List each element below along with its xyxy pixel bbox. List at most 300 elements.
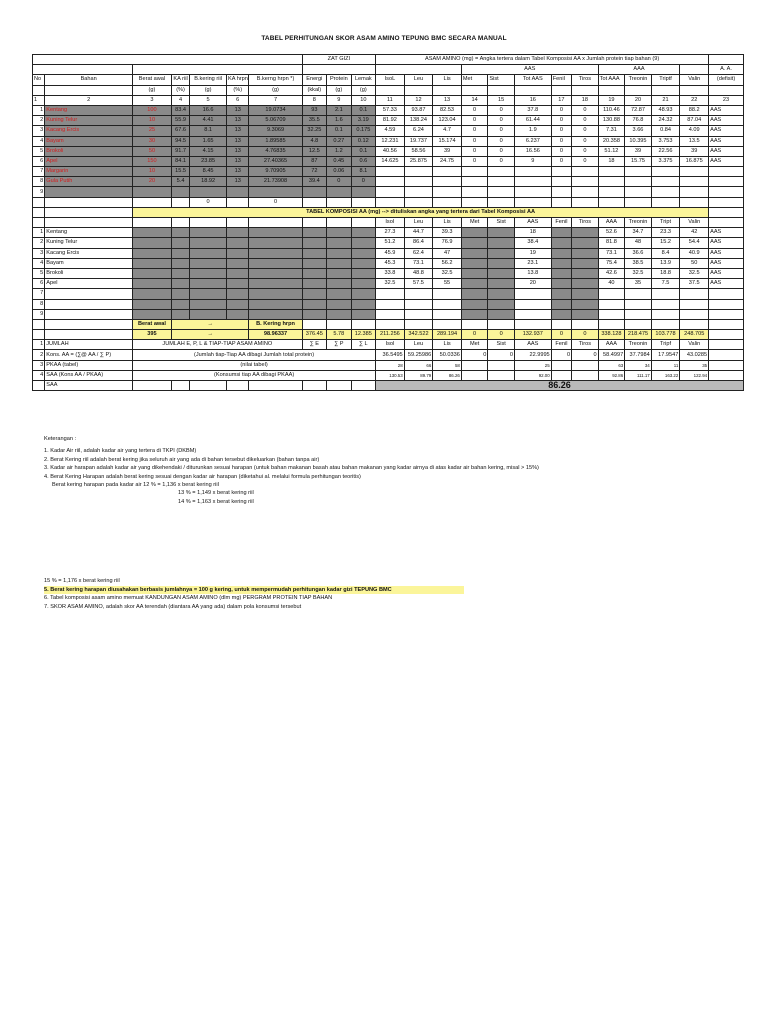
isol-value: 12.231: [376, 136, 405, 146]
lemak-value: 8.1: [351, 167, 376, 177]
komp-met-value: [461, 309, 488, 319]
defisit-value: [709, 187, 744, 197]
komp-lis-value: [433, 309, 462, 319]
summary-value: 66: [404, 360, 433, 370]
komp-met-value: [461, 228, 488, 238]
lemak-value: 0.12: [351, 136, 376, 146]
sum-p: ∑ P: [327, 340, 352, 350]
defisit-value: AAS: [709, 105, 744, 115]
leu-value: 25.875: [404, 156, 433, 166]
blank-cell: [625, 85, 652, 95]
komp-aas-value: 38.4: [514, 238, 551, 248]
ingredient-row: [33, 146, 744, 156]
b-kering-hrpn-value: [249, 187, 302, 197]
header-row-units: [33, 85, 744, 95]
komp-ingredient-name: Brokoli: [45, 268, 133, 278]
komp-defisit-value: [709, 289, 744, 299]
summary-desc: (Jumlah tiap-Tiap AA dibagi Jumlah total protein): [133, 350, 376, 360]
b-kering-hrpn-value: 9.70905: [249, 167, 302, 177]
shaded-cell: [302, 268, 327, 278]
blank-cell: [651, 197, 680, 207]
shaded-cell: [226, 268, 248, 278]
colnum-cell: 6: [226, 95, 248, 105]
header-row-colnums: [33, 95, 744, 105]
taaa-value: 51.12: [598, 146, 625, 156]
lis-value: 123.04: [433, 116, 462, 126]
blank-cell: [351, 319, 376, 329]
komp-aas-value: [514, 289, 551, 299]
met-value: 0: [461, 126, 488, 136]
komp-col-header: Lis: [433, 218, 462, 228]
summary-label: JUMLAH: [45, 340, 133, 350]
blank-cell: [433, 319, 462, 329]
shaded-cell: [171, 268, 189, 278]
komp-isol-value: 32.5: [376, 279, 405, 289]
summary-value: 35: [680, 360, 709, 370]
komp-lis-value: 56.2: [433, 258, 462, 268]
aa-name: Met: [461, 340, 488, 350]
shaded-cell: [133, 248, 172, 258]
blank-cell: [625, 197, 652, 207]
sist-value: [488, 177, 515, 187]
summary-value: 34: [625, 360, 652, 370]
blank-cell: [376, 319, 405, 329]
blank-cell: [625, 319, 652, 329]
komp-valin-value: 50: [680, 258, 709, 268]
ka-riil-value: 83.4: [171, 105, 189, 115]
shaded-cell: [133, 238, 172, 248]
colnum-cell: 17: [551, 95, 571, 105]
sist-value: 0: [488, 156, 515, 166]
protein-value: 2.1: [327, 105, 352, 115]
ingredient-name: Brokoli: [45, 146, 133, 156]
row-no: 3: [33, 360, 45, 370]
komp-row: [33, 279, 744, 289]
row-no: 2: [33, 350, 45, 360]
protein-value: 1.2: [327, 146, 352, 156]
summary-value: 58: [433, 360, 462, 370]
berat-awal-value: 50: [133, 146, 172, 156]
shaded-cell: [226, 299, 248, 309]
treo-value: 76.8: [625, 116, 652, 126]
defisit-value: AAS: [709, 116, 744, 126]
shaded-cell: [190, 268, 227, 278]
komp-leu-value: [404, 309, 433, 319]
blank-cell: [488, 319, 515, 329]
note-7: 7. SKOR ASAM AMINO, adalah skor AA terendah (diantara AA yang ada) dalam pola konsumsi tersebut: [44, 603, 302, 610]
defisit-value: [709, 177, 744, 187]
b-kering-hrpn-value: 9.3069: [249, 126, 302, 136]
lis-value: 4.7: [433, 126, 462, 136]
summary-value: 22.9995: [514, 350, 551, 360]
blank-cell: [33, 55, 303, 65]
summary-label: SAA (Kons AA / PKAA): [45, 370, 133, 380]
shaded-cell: [171, 299, 189, 309]
ka-riil-value: 94.5: [171, 136, 189, 146]
leu-value: [404, 167, 433, 177]
blank-cell: [680, 319, 709, 329]
berat-awal-value: 25: [133, 126, 172, 136]
komposisi-title: TABEL KOMPOSISI AA (mg) --> dituliskan angka yang tertera dari Tabel Komposisi AA: [133, 207, 709, 217]
header-row-2: [33, 65, 744, 75]
aa-name: Isol: [376, 340, 405, 350]
berat-awal-value: 30: [133, 136, 172, 146]
blank-cell: [33, 85, 45, 95]
komp-ingredient-name: Bayam: [45, 258, 133, 268]
aa-name: Tripf: [651, 340, 680, 350]
komp-defisit-value: AAS: [709, 238, 744, 248]
sist-value: [488, 167, 515, 177]
aa-name: Tiros: [572, 340, 599, 350]
notes-heading: Keterangan :: [44, 436, 77, 442]
komp-leu-value: 57.5: [404, 279, 433, 289]
komp-tiros-value: [572, 228, 599, 238]
sist-value: 0: [488, 105, 515, 115]
blank-cell: [709, 207, 744, 217]
aa-name: AAS: [514, 340, 551, 350]
blank-cell: [33, 197, 45, 207]
komp-trip-value: 15.2: [651, 238, 680, 248]
b-kering-hrpn-value: 1.89585: [249, 136, 302, 146]
ingredient-row: [33, 136, 744, 146]
summary-value: 28: [376, 360, 405, 370]
taas-value: [514, 177, 551, 187]
blank-cell: [45, 330, 133, 340]
komp-leu-value: 44.7: [404, 228, 433, 238]
leu-value: 19.737: [404, 136, 433, 146]
protein-value: 1.6: [327, 116, 352, 126]
komp-lis-value: 55: [433, 279, 462, 289]
shaded-cell: [351, 279, 376, 289]
blank-cell: [709, 360, 744, 370]
berat-awal-value: 20: [133, 177, 172, 187]
shaded-cell: [133, 228, 172, 238]
blank-cell: [514, 85, 551, 95]
treo-value: 10.395: [625, 136, 652, 146]
blank-cell: [327, 197, 352, 207]
colnum-cell: 7: [249, 95, 302, 105]
taas-value: 1.9: [514, 126, 551, 136]
row-no: 7: [33, 289, 45, 299]
komp-lis-value: 39.3: [433, 228, 462, 238]
lis-value: [433, 177, 462, 187]
shaded-cell: [249, 258, 302, 268]
total-tiros: 0: [572, 330, 599, 340]
b-kering-riil-value: 8.1: [190, 126, 227, 136]
met-value: 0: [461, 136, 488, 146]
komp-tiros-value: [572, 238, 599, 248]
shaded-cell: [133, 309, 172, 319]
ka-riil-value: 91.7: [171, 146, 189, 156]
treo-value: [625, 187, 652, 197]
colnum-cell: 13: [433, 95, 462, 105]
komp-col-header: AAA: [598, 218, 625, 228]
komp-tiros-value: [572, 289, 599, 299]
notes-block-2: [44, 577, 734, 611]
row-no: 2: [33, 238, 45, 248]
row-no: 3: [33, 126, 45, 136]
komp-trip-value: 8.4: [651, 248, 680, 258]
komp-col-header: Tiros: [572, 218, 599, 228]
isol-value: 57.33: [376, 105, 405, 115]
komp-defisit-value: AAS: [709, 279, 744, 289]
blank-cell: [302, 197, 327, 207]
komp-fenil-value: [551, 248, 571, 258]
blank-cell: [680, 65, 709, 75]
total-valin: 248.705: [680, 330, 709, 340]
komp-sist-value: [488, 279, 515, 289]
lemak-value: 0.1: [351, 105, 376, 115]
leu-value: 93.87: [404, 105, 433, 115]
komp-row: [33, 258, 744, 268]
note-2: 2. Berat Kering riil adalah berat kering jika seluruh air yang ada di bahan tersebut dikeluarkan (bahan tanpa air): [44, 456, 320, 463]
total-energi: 376.45: [302, 330, 327, 340]
shaded-cell: [327, 299, 352, 309]
blank-cell: [709, 218, 744, 228]
unit-cell: (g): [190, 85, 227, 95]
blank-cell: [433, 85, 462, 95]
komp-isol-value: 27.3: [376, 228, 405, 238]
ka-hrpn-value: 13: [226, 146, 248, 156]
blank-cell: [680, 197, 709, 207]
shaded-cell: [226, 289, 248, 299]
komp-aas-value: 19: [514, 248, 551, 258]
col-tiros: Tiros: [572, 75, 599, 85]
blank-cell: [461, 197, 488, 207]
summary-value: 63: [598, 360, 625, 370]
asam-amino-header: ASAM AMINO (mg) = Angka tertera dalam Tabel Komposisi AA x Jumlah protein tiap bahan (9): [376, 55, 709, 65]
b-kering-riil-value: 18.92: [190, 177, 227, 187]
taaa-value: 20.358: [598, 136, 625, 146]
komp-treo-value: 48: [625, 238, 652, 248]
komp-isol-value: [376, 309, 405, 319]
summary-value: 92.00: [514, 370, 551, 380]
col-b-kering-riil: B.kering riil: [190, 75, 227, 85]
komp-treo-value: [625, 299, 652, 309]
taas-value: 37.8: [514, 105, 551, 115]
blank-cell: [598, 85, 625, 95]
met-value: [461, 167, 488, 177]
note-4a: Berat kering harapan pada kadar air 12 % = 1,136 x berat kering riil: [52, 482, 219, 489]
trip-value: 22.56: [651, 146, 680, 156]
arrow: →: [171, 319, 249, 329]
protein-value: 0.1: [327, 126, 352, 136]
komp-lis-value: [433, 289, 462, 299]
summary-value: 0: [572, 350, 599, 360]
protein-value: 0.45: [327, 156, 352, 166]
row-no: 7: [33, 167, 45, 177]
komp-header-row: [33, 218, 744, 228]
komp-tiros-value: [572, 248, 599, 258]
col-protein: Protein: [327, 75, 352, 85]
komp-met-value: [461, 258, 488, 268]
komp-leu-value: 86.4: [404, 238, 433, 248]
energi-value: [302, 187, 327, 197]
shaded-cell: [327, 289, 352, 299]
blank-cell: [302, 65, 376, 75]
komp-treo-value: 32.5: [625, 268, 652, 278]
total-trip: 103.778: [651, 330, 680, 340]
summary-value: 37.7984: [625, 350, 652, 360]
komp-col-header: Fenil: [551, 218, 571, 228]
shaded-cell: [190, 238, 227, 248]
komp-col-header: AAS: [514, 218, 551, 228]
komp-ingredient-name: Apel: [45, 279, 133, 289]
blank-cell: [351, 197, 376, 207]
shaded-cell: [302, 299, 327, 309]
col-no: No: [33, 75, 45, 85]
berat-awal-value: [133, 187, 172, 197]
shaded-cell: [171, 248, 189, 258]
blank-cell: [651, 319, 680, 329]
shaded-cell: [351, 299, 376, 309]
colnum-cell: 12: [404, 95, 433, 105]
blank-cell: [709, 330, 744, 340]
summary-value: 0: [461, 350, 488, 360]
komp-valin-value: [680, 309, 709, 319]
komp-aas-value: 18: [514, 228, 551, 238]
lis-value: 24.75: [433, 156, 462, 166]
komp-isol-value: 33.8: [376, 268, 405, 278]
total-row: [33, 330, 744, 340]
berat-awal-value: 10: [133, 116, 172, 126]
row-no: 2: [33, 116, 45, 126]
b-kering-riil-value: 8.45: [190, 167, 227, 177]
komp-aas-value: 23.1: [514, 258, 551, 268]
taaa-value: 7.31: [598, 126, 625, 136]
ka-hrpn-value: 13: [226, 126, 248, 136]
blank-cell: [226, 197, 248, 207]
shaded-cell: [351, 309, 376, 319]
defisit-value: AAS: [709, 136, 744, 146]
komp-leu-value: [404, 299, 433, 309]
unit-cell: (%): [226, 85, 248, 95]
blank-cell: [709, 370, 744, 380]
fenil-value: [551, 187, 571, 197]
unit-cell: (g): [133, 85, 172, 95]
komp-met-value: [461, 279, 488, 289]
taaa-value: [598, 167, 625, 177]
shaded-cell: [226, 309, 248, 319]
summary-label: Kons. AA = (∑@ AA / ∑ P): [45, 350, 133, 360]
lemak-value: 0.6: [351, 156, 376, 166]
komp-valin-value: 42: [680, 228, 709, 238]
isol-value: [376, 177, 405, 187]
summary-value: 130.53: [376, 370, 405, 380]
tiros-value: 0: [572, 126, 599, 136]
ka-hrpn-value: 13: [226, 156, 248, 166]
komp-tiros-value: [572, 279, 599, 289]
blank-cell: [404, 319, 433, 329]
summary-value: 11: [651, 360, 680, 370]
col-b-kering-hrpn: B.kerng hrpn *): [249, 75, 302, 85]
energi-value: 93: [302, 105, 327, 115]
blank-cell: [651, 85, 680, 95]
komp-lis-value: 32.5: [433, 268, 462, 278]
energi-value: 35.5: [302, 116, 327, 126]
summary-value: 163.22: [651, 370, 680, 380]
blank-cell: [171, 218, 189, 228]
total-leu: 342.522: [404, 330, 433, 340]
shaded-cell: [302, 238, 327, 248]
col-fenil: Fenil: [551, 75, 571, 85]
komp-isol-value: 45.9: [376, 248, 405, 258]
komp-sist-value: [488, 248, 515, 258]
b-kering-hrpn-value: 4.76835: [249, 146, 302, 156]
col-met: Met: [461, 75, 488, 85]
blank-cell: [45, 197, 133, 207]
unit-cell: (g): [351, 85, 376, 95]
header-row-1: [33, 55, 744, 65]
shaded-cell: [249, 299, 302, 309]
unit-cell: (kkal): [302, 85, 327, 95]
blank-cell: [226, 381, 248, 391]
saa-score: 86.26: [376, 381, 744, 391]
ingredient-name: Apel: [45, 156, 133, 166]
taas-value: 6.237: [514, 136, 551, 146]
komp-leu-value: 48.8: [404, 268, 433, 278]
summary-value: 36.5495: [376, 350, 405, 360]
row-no: 9: [33, 187, 45, 197]
shaded-cell: [302, 279, 327, 289]
summary-value: [461, 360, 488, 370]
komp-treo-value: 34.7: [625, 228, 652, 238]
summary-desc: JUMLAH E, P, L & TIAP-TIAP ASAM AMINO: [133, 340, 303, 350]
colnum-cell: 3: [133, 95, 172, 105]
shaded-cell: [351, 268, 376, 278]
blank-cell: [33, 381, 45, 391]
shaded-cell: [327, 228, 352, 238]
ingredient-name: Kacang Ercis: [45, 126, 133, 136]
ingredient-name: [45, 187, 133, 197]
col-valin: Valin: [680, 75, 709, 85]
met-value: [461, 177, 488, 187]
energi-value: 12.5: [302, 146, 327, 156]
ka-riil-value: 84.1: [171, 156, 189, 166]
shaded-cell: [302, 228, 327, 238]
met-value: 0: [461, 116, 488, 126]
valin-value: 87.04: [680, 116, 709, 126]
notes-block: [44, 435, 734, 506]
total-fenil: 0: [551, 330, 571, 340]
ingredient-row: [33, 187, 744, 197]
blank-cell: [302, 381, 327, 391]
ingredient-row: [33, 116, 744, 126]
col-ka-riil: KA riil: [171, 75, 189, 85]
total-isol: 211.256: [376, 330, 405, 340]
shaded-cell: [133, 279, 172, 289]
total-taas: 132.937: [514, 330, 551, 340]
b-kering-hrpn-grand-total: 98.96337: [249, 330, 302, 340]
komp-treo-value: 35: [625, 279, 652, 289]
komp-defisit-value: AAS: [709, 268, 744, 278]
fenil-value: 0: [551, 126, 571, 136]
blank-cell: [598, 319, 625, 329]
komp-leu-value: 73.1: [404, 258, 433, 268]
sist-value: 0: [488, 146, 515, 156]
colnum-cell: 8: [302, 95, 327, 105]
komp-tiros-value: [572, 309, 599, 319]
fenil-value: [551, 177, 571, 187]
blank-cell: [404, 197, 433, 207]
blank-cell: [33, 207, 45, 217]
blank-cell: [33, 65, 133, 75]
blank-cell: [376, 197, 405, 207]
blank-cell: [33, 330, 45, 340]
ingredient-row: [33, 105, 744, 115]
summary-value: 111.17: [625, 370, 652, 380]
shaded-cell: [171, 279, 189, 289]
